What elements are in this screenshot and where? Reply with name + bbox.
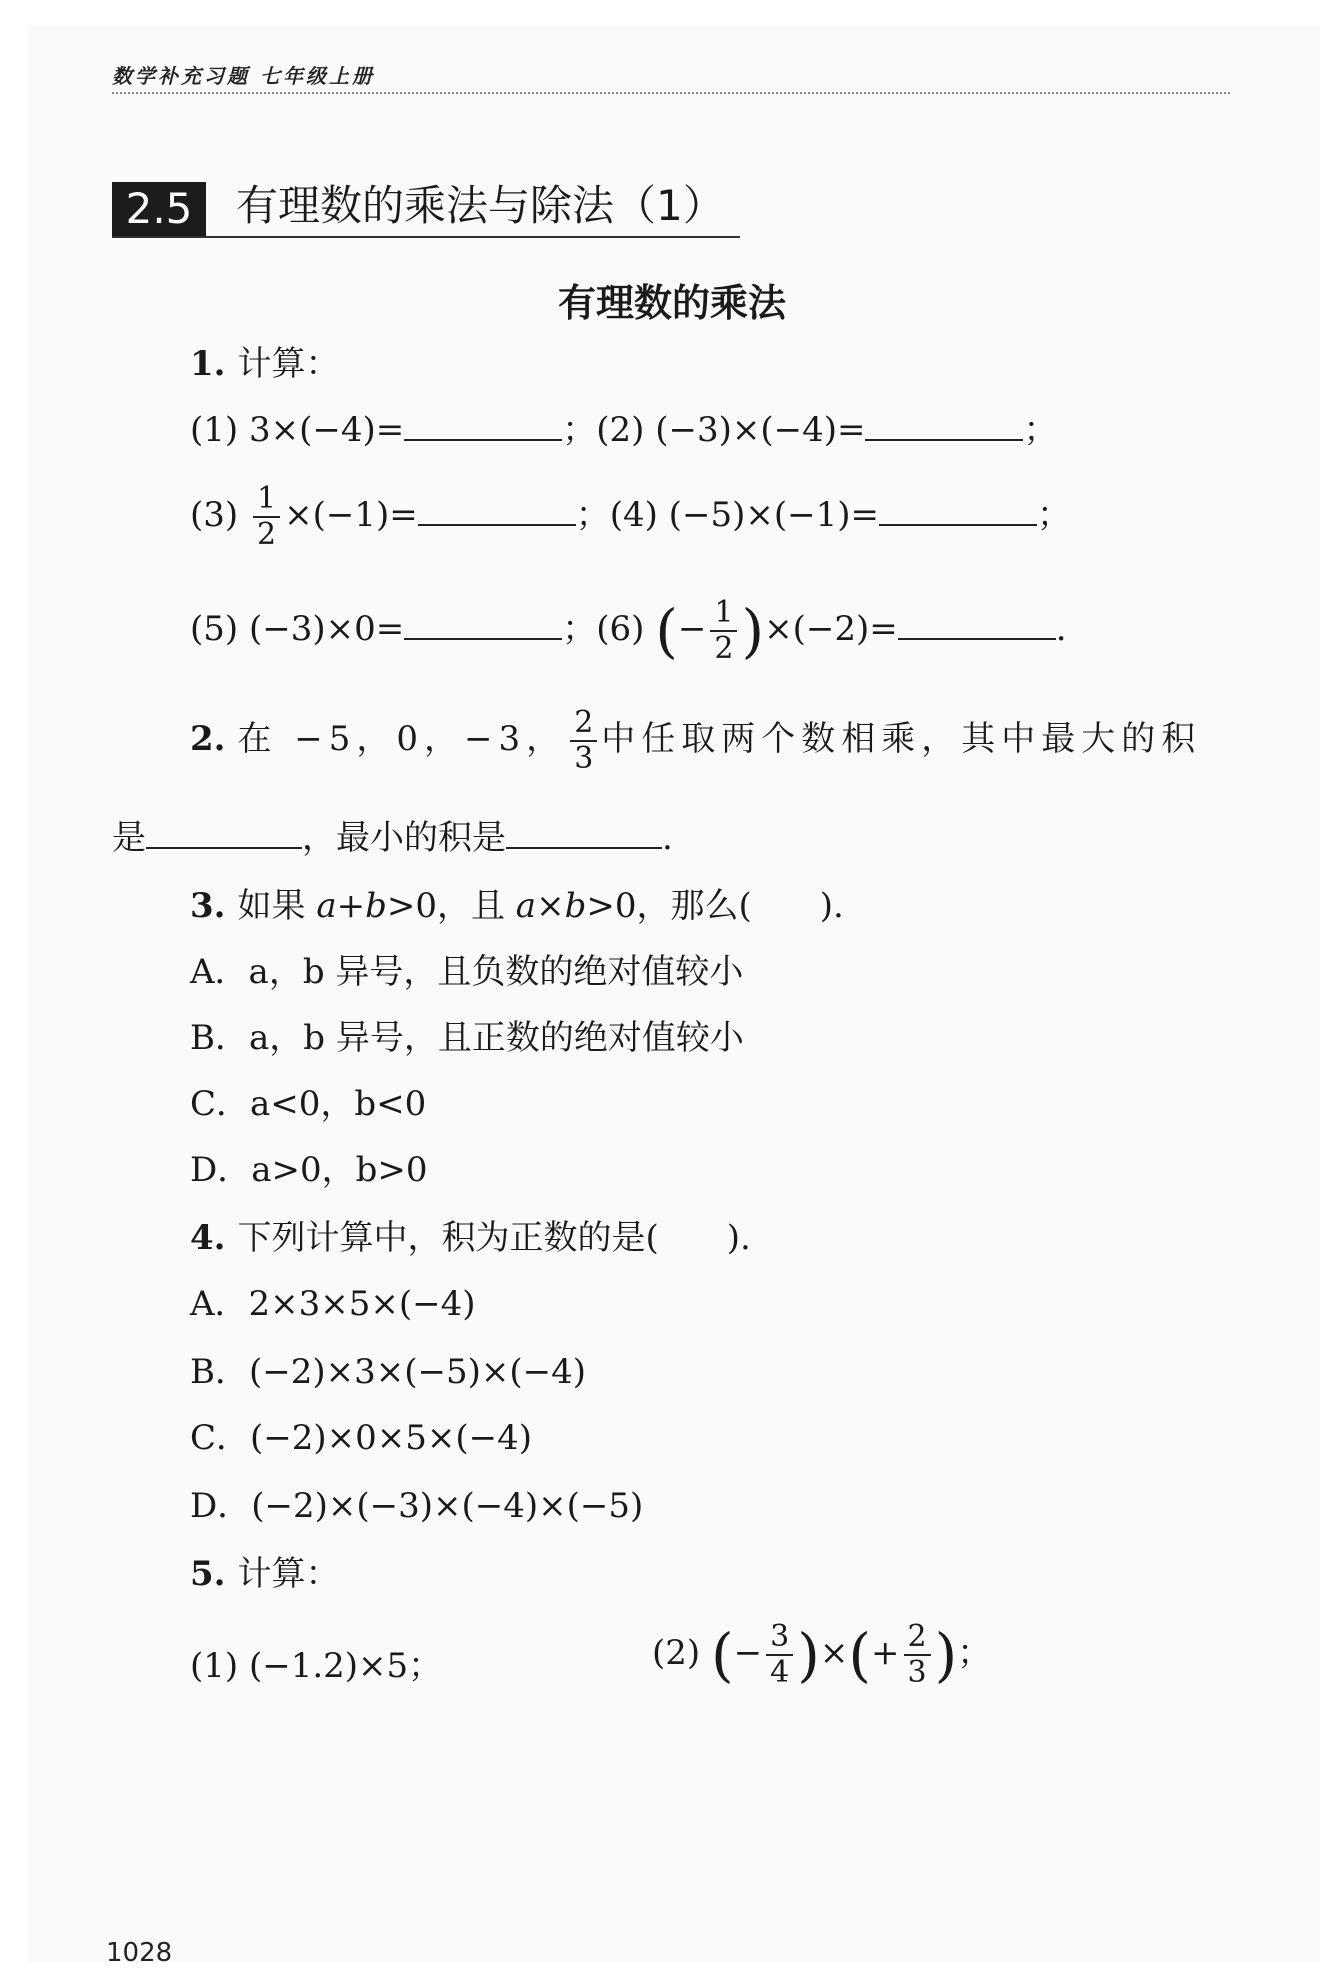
fraction-denominator: 3 — [570, 740, 597, 776]
q1-part-5-blank — [404, 608, 562, 640]
fraction-denominator: 4 — [766, 1654, 793, 1690]
var-a: a — [316, 886, 337, 926]
q1-part-2-end: ； — [1023, 410, 1058, 450]
q3-number: 3. — [190, 886, 226, 926]
left-paren: ( — [655, 597, 678, 665]
q1-row-2 — [190, 482, 1071, 552]
q1-heading — [190, 342, 340, 386]
section-number-badge: 2.5 — [112, 182, 206, 236]
var-a: a — [515, 886, 537, 926]
q5-heading — [190, 1552, 340, 1596]
q3-option-a: A．a，b 异号，且负数的绝对值较小 — [190, 952, 744, 992]
minus-sign: − — [733, 1633, 763, 1673]
q2-line-2 — [112, 816, 673, 860]
q2-line2-end: . — [662, 818, 673, 858]
q2-line2-b: ，最小的积是 — [302, 818, 506, 858]
q4-option-b: B．(−2)×3×(−5)×(−4) — [190, 1352, 587, 1392]
q1-part-6-blank — [898, 608, 1056, 640]
running-title: 数学补充习题 七年级上册 — [112, 64, 375, 88]
q2-line-1 — [190, 706, 1201, 776]
q5-part-1: (1) (−1.2)×5； — [190, 1646, 443, 1686]
q1-part-3-fraction — [253, 482, 280, 552]
q2-line2-a: 是 — [112, 818, 146, 858]
subsection-heading: 有理数的乘法 — [557, 281, 786, 325]
q1-part-3-expr: ×(−1)= — [284, 495, 418, 535]
q1-part-4: ；(4) (−5)×(−1)= — [575, 495, 879, 535]
q1-part-6-expr: ×(−2)= — [764, 609, 898, 649]
minus-sign: − — [677, 609, 707, 649]
fraction-numerator: 2 — [574, 705, 594, 740]
fraction-numerator: 1 — [256, 481, 277, 516]
fraction-numerator: 3 — [770, 1619, 790, 1654]
q4-stem — [190, 1216, 751, 1260]
q2-max-blank — [146, 817, 302, 849]
q5-prompt: 计算： — [237, 1554, 340, 1594]
q2-number: 2. — [190, 719, 226, 759]
q3-stem — [190, 884, 844, 928]
var-b: b — [365, 886, 387, 926]
q4-option-c: C．(−2)×0×5×(−4) — [190, 1418, 533, 1458]
fraction-numerator: 1 — [714, 595, 734, 630]
q2-text-b: 中任取两个数相乘，其中最大的积 — [601, 719, 1202, 759]
q1-part-4-end: ； — [1036, 495, 1071, 535]
section-title-underline — [112, 236, 740, 238]
q1-part-3-label: (3) — [190, 495, 239, 535]
q1-prompt: 计算： — [237, 344, 340, 384]
q1-number: 1. — [190, 344, 226, 384]
q1-part-1: (1) 3×(−4)= — [190, 410, 405, 450]
q3-times: × — [536, 886, 565, 926]
left-paren: ( — [710, 1621, 734, 1689]
q5-part-2-label: (2) — [652, 1633, 701, 1673]
times-sign: × — [819, 1633, 849, 1673]
q5-part-2-end: ； — [957, 1633, 992, 1673]
q3-stem-a: 如果 — [237, 886, 317, 926]
q5-fraction-2 — [904, 1620, 931, 1690]
q2-fraction — [570, 706, 597, 776]
q3-option-d: D．a>0，b>0 — [190, 1150, 428, 1190]
left-paren: ( — [848, 1621, 871, 1689]
q1-part-5: (5) (−3)×0= — [190, 609, 405, 649]
right-paren: ) — [797, 1621, 820, 1689]
q1-part-6-label: ；(6) — [562, 609, 645, 649]
q2-min-blank — [506, 817, 662, 849]
right-paren: ) — [934, 1621, 958, 1689]
q4-stem-text: 下列计算中，积为正数的是( ). — [237, 1218, 751, 1258]
q1-part-4-blank — [879, 494, 1037, 526]
q4-number: 4. — [190, 1218, 226, 1258]
q5-part-2 — [652, 1620, 991, 1690]
q3-option-b: B．a，b 异号，且正数的绝对值较小 — [190, 1018, 744, 1058]
q1-row-1 — [190, 408, 1057, 452]
plus-sign: + — [871, 1633, 900, 1673]
fraction-numerator: 2 — [907, 1619, 927, 1654]
section-title: 有理数的乘法与除法（1） — [236, 181, 725, 230]
q1-separator: ； — [562, 410, 597, 450]
q3-option-c: C．a<0，b<0 — [190, 1084, 427, 1124]
q3-stem-e: >0，那么( ). — [586, 886, 844, 926]
q4-option-a: A．2×3×5×(−4) — [190, 1284, 476, 1324]
fraction-denominator: 3 — [904, 1654, 931, 1690]
q1-part-6-end: . — [1055, 609, 1067, 649]
fraction-denominator: 2 — [710, 630, 737, 666]
q1-part-2: (2) (−3)×(−4)= — [596, 410, 866, 450]
q1-part-6-fraction — [710, 596, 737, 666]
page-number: 1028 — [106, 1938, 173, 1968]
var-b: b — [564, 886, 587, 926]
q3-stem-c: >0，且 — [386, 886, 516, 926]
q5-number: 5. — [190, 1554, 226, 1594]
q3-plus: + — [336, 886, 366, 926]
q5-fraction-1 — [766, 1620, 793, 1690]
right-paren: ) — [741, 597, 765, 665]
q2-text-a: 在 −5，0，−3， — [237, 719, 567, 759]
q1-part-2-blank — [865, 409, 1023, 441]
q1-part-1-blank — [404, 409, 562, 441]
header-divider — [112, 92, 1230, 94]
q1-row-3 — [190, 596, 1067, 666]
q4-option-d: D．(−2)×(−3)×(−4)×(−5) — [190, 1486, 644, 1526]
q1-part-3-blank — [418, 494, 576, 526]
fraction-denominator: 2 — [253, 516, 280, 552]
